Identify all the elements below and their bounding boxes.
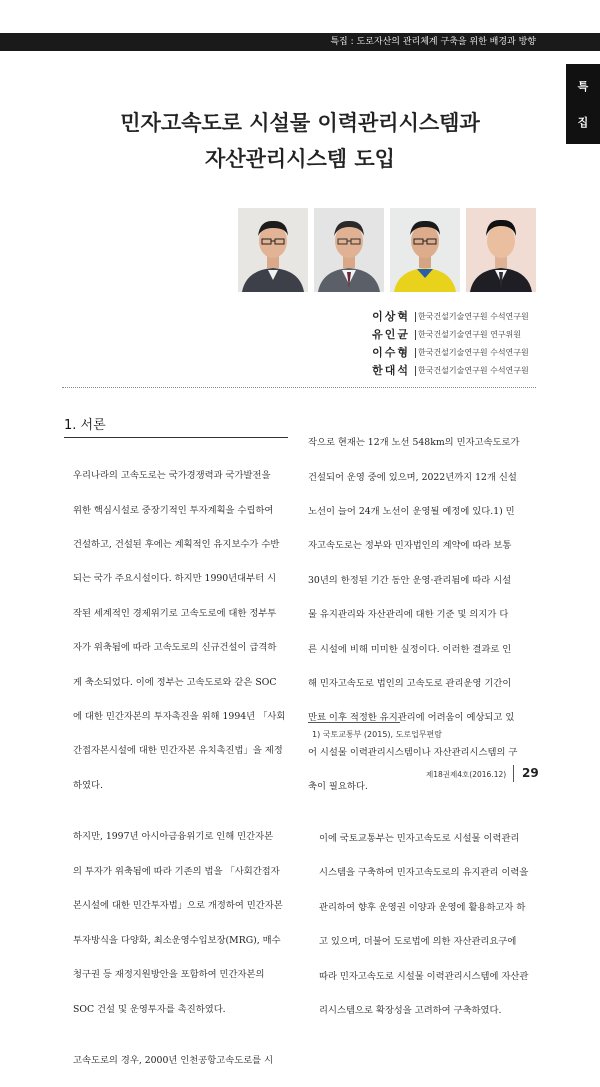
text-line: 간접자본시설에 대한 민간자본 유치촉진법」을 제정 (73, 745, 283, 757)
article-title-line-1: 민자고속도로 시설물 이력관리시스템과 (120, 111, 480, 135)
text-line: 고속도로의 경우, 2000년 인천공항고속도로를 시 (73, 1055, 274, 1067)
text-line: 우리나라의 고속도로는 국가경쟁력과 국가발전을 (73, 470, 271, 482)
author-divider (415, 348, 416, 358)
text-line: 본시설에 대한 민간투자법」으로 개정하여 민간자본 (73, 900, 283, 912)
author-list (300, 308, 540, 380)
text-line: 의 투자가 위축됨에 따라 기존의 법을 「사회간접자 (73, 865, 280, 877)
text-line: 관리하여 향후 운영권 이양과 운영에 활용하고자 하 (319, 901, 526, 913)
text-line: 청구권 등 재정지원방안을 포함하여 민간자본의 (73, 969, 265, 981)
body-column-right (308, 417, 538, 1036)
author-photo-4 (466, 208, 536, 292)
text-line: 위한 핵심시설로 중장기적인 투자계획을 수립하여 (73, 504, 274, 516)
text-line: 고 있으며, 더불어 도로법에 의한 자산관리요구에 (319, 936, 517, 948)
side-tab-char-2: 집 (577, 116, 589, 129)
text-line: 리시스템으로 확장성을 고려하여 구축하였다. (319, 1004, 502, 1016)
text-line: 노선이 늘어 24개 노선이 운영될 예정에 있다.1) 민 (308, 506, 515, 518)
author-affiliation: 한국건설기술연구원 수석연구원 (418, 312, 529, 321)
page-number: 29 (522, 766, 539, 780)
text-line: 시스템을 구축하여 민자고속도로의 유지관리 이력을 (319, 867, 529, 879)
text-line: 에 대한 민간자본의 투자촉진을 위해 1994년 「사회 (73, 711, 286, 723)
author-entry (300, 344, 540, 362)
text-line: 작으로 현재는 12개 노선 548km의 민자고속도로가 (308, 437, 520, 449)
text-line: 자고속도로는 정부와 민자법인의 계약에 따라 보통 (308, 540, 512, 552)
paragraph (62, 450, 292, 811)
issue-info: 제18권제4호(2016.12) (426, 770, 507, 779)
section-heading-rule (64, 437, 288, 438)
text-line: 이에 국토교통부는 민자고속도로 시설물 이력관리 (319, 832, 520, 844)
author-affiliation: 한국건설기술연구원 수석연구원 (418, 348, 529, 357)
text-line: 투자방식을 다양화, 최소운영수입보장(MRG), 매수 (73, 934, 281, 946)
header-title: 특집 : 도로자산의 관리체계 구축을 위한 배경과 방향 (330, 37, 536, 47)
text-line: 자가 위축됨에 따라 고속도로의 신규건설이 급격하 (73, 642, 277, 654)
text-line: 작된 세계적인 경제위기로 고속도로에 대한 정부투 (73, 607, 277, 619)
paragraph (62, 1035, 292, 1087)
text-line: 하지만, 1997년 아시아금융위기로 인해 민간자본 (73, 831, 274, 843)
footnote-rule (308, 722, 400, 723)
author-divider (415, 312, 416, 322)
text-line: 해 민자고속도로 법인의 고속도로 관리운영 기간이 (308, 678, 512, 690)
author-name: 유인균 (372, 328, 410, 341)
paragraph (308, 417, 538, 813)
author-photo-3 (390, 208, 460, 292)
text-line: 30년의 한정된 기간 동안 운영·관리됨에 따라 시설 (308, 574, 512, 586)
author-name: 한대석 (372, 364, 410, 377)
text-line: 따라 민자고속도로 시설물 이력관리시스템에 자산관 (319, 970, 529, 982)
author-name: 이수형 (372, 346, 410, 359)
author-affiliation: 한국건설기술연구원 수석연구원 (418, 366, 529, 375)
body-column-left (62, 450, 292, 1087)
paragraph (308, 813, 538, 1037)
section-heading: 1. 서론 (64, 418, 106, 433)
text-line: 어 시설물 이력관리시스템이나 자산관리시스템의 구 (308, 746, 518, 758)
text-line: 건설되어 운영 중에 있으며, 2022년까지 12개 신설 (308, 471, 517, 483)
text-line: SOC 건설 및 운영투자를 촉진하였다. (73, 1003, 226, 1015)
footer-divider (513, 765, 514, 782)
author-affiliation: 한국건설기술연구원 연구위원 (418, 330, 522, 339)
paragraph (62, 811, 292, 1035)
text-line: 축이 필요하다. (308, 781, 368, 793)
header-bar (0, 33, 600, 51)
author-entry (300, 308, 540, 326)
article-title-line-2: 자산관리시스템 도입 (205, 147, 395, 171)
text-line: 하였다. (73, 779, 103, 791)
text-line: 되는 국가 주요시설이다. 하지만 1990년대부터 시 (73, 573, 277, 585)
author-divider (415, 366, 416, 376)
author-photo-1 (238, 208, 308, 292)
text-line: 른 시설에 비해 미미한 실정이다. 이러한 결과로 인 (308, 643, 512, 655)
author-photo-2 (314, 208, 384, 292)
author-name: 이상혁 (372, 310, 410, 323)
text-line: 건설하고, 건설된 후에는 계획적인 유지보수가 수반 (73, 539, 280, 551)
author-entry (300, 326, 540, 344)
footnote: 1) 국토교통부 (2015), 도로업무편람 (312, 730, 442, 739)
side-tab-char-1: 특 (577, 80, 589, 93)
author-entry (300, 362, 540, 380)
text-line: 물 유지관리와 자산관리에 대한 기준 및 의지가 다 (308, 609, 509, 621)
text-line: 만료 이후 적정한 유지관리에 어려움이 예상되고 있 (308, 712, 515, 724)
dotted-divider (62, 387, 536, 388)
text-line: 게 축소되었다. 이에 정부는 고속도로와 같은 SOC (73, 676, 277, 688)
author-divider (415, 330, 416, 340)
